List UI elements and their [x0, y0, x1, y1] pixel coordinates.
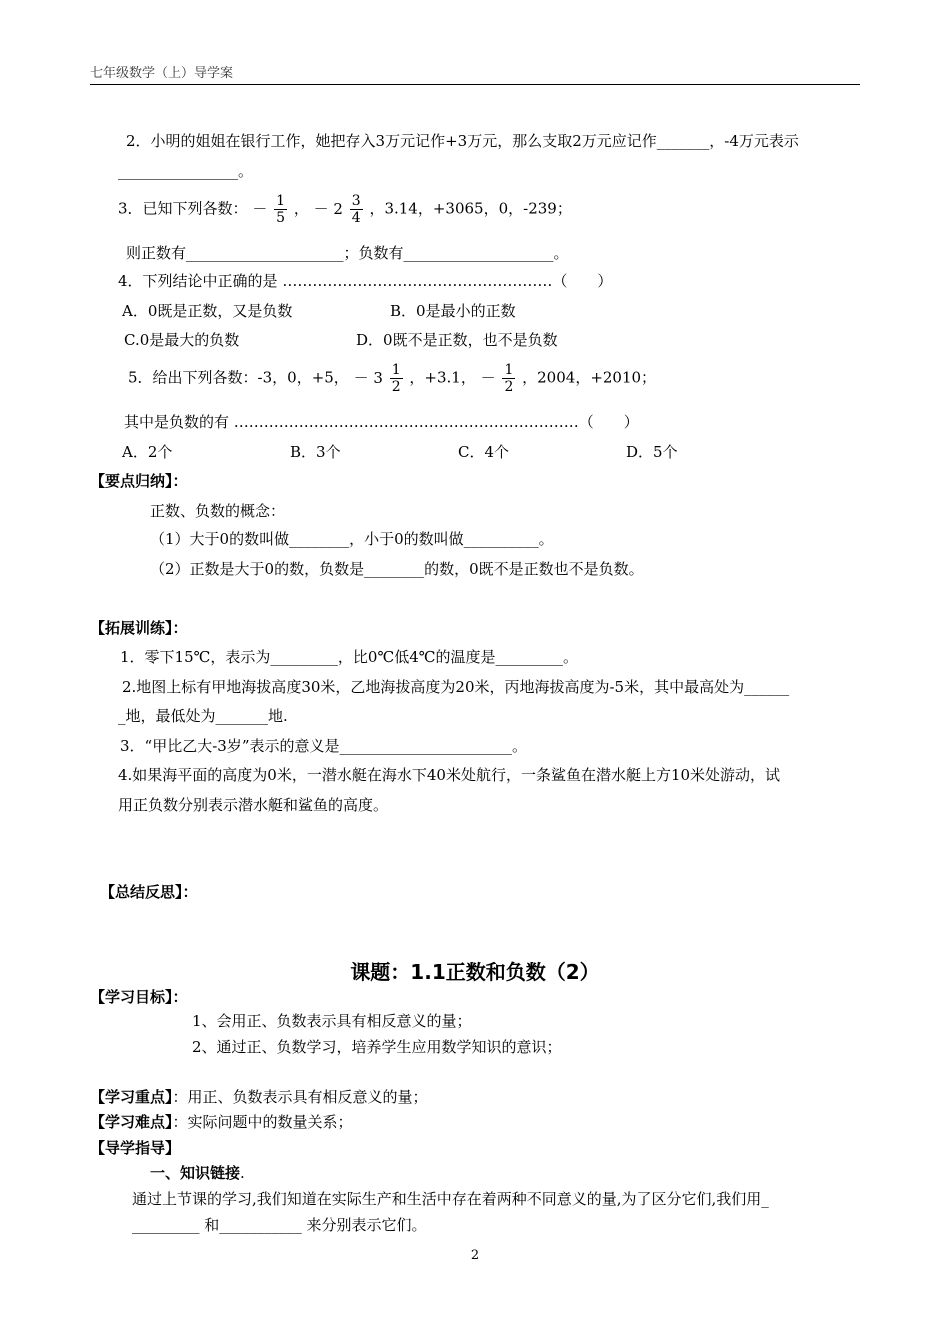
question-5-middle: ，+3.1，	[409, 368, 476, 387]
question-5-prefix: 5．给出下列各数：-3，0，+5，	[128, 368, 349, 387]
page-number: 2	[470, 1248, 480, 1263]
knowledge-link	[150, 1164, 245, 1182]
fraction-denominator: 2	[391, 379, 401, 396]
summary-item-1: （1）大于0的数叫做________，小于0的数叫做__________。	[150, 530, 554, 548]
fraction	[350, 193, 363, 226]
goal-item-1: 1、会用正、负数表示具有相反意义的量；	[192, 1012, 472, 1030]
fraction-denominator: 5	[276, 210, 286, 227]
summary-concept: 正数、负数的概念：	[150, 502, 286, 520]
learning-difficulty-text: ：实际问题中的数量关系；	[172, 1113, 353, 1131]
extension-question-2-line2: _地，最低处为_______地.	[118, 707, 288, 725]
fraction-sign: －	[313, 200, 329, 219]
section-heading-guide: 【导学指导】	[90, 1139, 181, 1157]
fraction-numerator: 1	[276, 193, 286, 209]
question-2-line1: 2．小明的姐姐在银行工作，她把存入3万元记作+3万元，那么支取2万元应记作_______，-4万元表示	[126, 132, 799, 150]
question-5-stem: 其中是负数的有 ……………………………………………………………（ ）	[124, 413, 639, 431]
section-heading-reflection: 【总结反思】：	[100, 883, 198, 901]
question-3-suffix: ，3.14，+3065，0，-239；	[369, 199, 572, 218]
fraction-sign: －	[480, 369, 496, 388]
knowledge-link-dot: .	[240, 1164, 245, 1182]
question-5-option-d: D．5个	[626, 443, 678, 461]
question-5-option-a: A．2个	[122, 443, 173, 461]
knowledge-link-heading: 一、知识链接	[150, 1164, 241, 1182]
fraction-numerator: 1	[391, 362, 401, 378]
fraction-sign: －	[353, 369, 369, 388]
question-3	[118, 193, 572, 226]
separator: ，	[293, 199, 309, 218]
section-heading-summary: 【要点归纳】：	[90, 472, 188, 490]
fraction-denominator: 2	[504, 379, 514, 396]
question-5-suffix: ，2004，+2010；	[522, 368, 657, 387]
fraction-numerator: 1	[504, 362, 514, 378]
knowledge-link-line2: _________ 和___________ 来分别表示它们。	[132, 1216, 427, 1234]
fraction	[390, 362, 403, 395]
knowledge-link-line1: 通过上节课的学习,我们知道在实际生产和生活中存在着两种不同意义的量,为了区分它们,我们用_	[132, 1190, 769, 1208]
extension-question-2-line1: 2.地图上标有甲地海拔高度30米，乙地海拔高度为20米，丙地海拔高度为-5米，其中最高处为______	[122, 678, 790, 696]
learning-focus	[90, 1088, 428, 1106]
learning-focus-text: ：用正、负数表示具有相反意义的量；	[172, 1088, 428, 1106]
fraction	[274, 193, 287, 226]
section-heading-extension: 【拓展训练】：	[90, 619, 188, 637]
fraction	[502, 362, 515, 395]
question-5-option-b: B．3个	[290, 443, 341, 461]
extension-question-3: 3．“甲比乙大-3岁”表示的意义是_______________________。	[120, 737, 527, 755]
question-4-stem: 4．下列结论中正确的是 ………………………………………………（ ）	[118, 272, 613, 290]
extension-question-1: 1．零下15℃，表示为_________，比0℃低4℃的温度是_________。	[120, 648, 579, 666]
header-title: 七年级数学（上）导学案	[90, 66, 234, 81]
learning-difficulty	[90, 1113, 353, 1131]
section-heading-goals: 【学习目标】：	[90, 988, 188, 1006]
question-4-option-d: D．0既不是正数，也不是负数	[356, 331, 558, 349]
mixed-number-integer: 2	[333, 200, 343, 219]
mixed-number-integer: 3	[373, 369, 383, 388]
question-4-option-a: A．0既是正数，又是负数	[122, 302, 293, 320]
summary-item-2: （2）正数是大于0的数，负数是________的数，0既不是正数也不是负数。	[150, 560, 644, 578]
lesson-title: 课题：1.1正数和负数（2）	[350, 960, 600, 984]
question-4-option-b: B．0是最小的正数	[390, 302, 516, 320]
question-4-option-c: C.0是最大的负数	[124, 331, 240, 349]
fraction-numerator: 3	[351, 193, 361, 209]
header-rule	[90, 84, 860, 85]
question-5-option-c: C．4个	[458, 443, 510, 461]
question-3-answer: 则正数有_____________________；负数有____________________。	[126, 244, 569, 262]
fraction-denominator: 4	[351, 210, 361, 227]
learning-focus-heading: 【学习重点】	[90, 1088, 173, 1106]
goal-item-2: 2、通过正、负数学习，培养学生应用数学知识的意识；	[192, 1038, 562, 1056]
question-3-prefix: 3．已知下列各数：	[118, 199, 248, 218]
question-2-line2: ________________。	[118, 162, 254, 180]
learning-difficulty-heading: 【学习难点】	[90, 1113, 173, 1131]
fraction-sign: －	[252, 200, 268, 219]
extension-question-4-line1: 4.如果海平面的高度为0米，一潜水艇在海水下40米处航行，一条鲨鱼在潜水艇上方10米处游动，试	[118, 766, 781, 784]
question-5	[128, 362, 656, 395]
extension-question-4-line2: 用正负数分别表示潜水艇和鲨鱼的高度。	[118, 796, 389, 814]
